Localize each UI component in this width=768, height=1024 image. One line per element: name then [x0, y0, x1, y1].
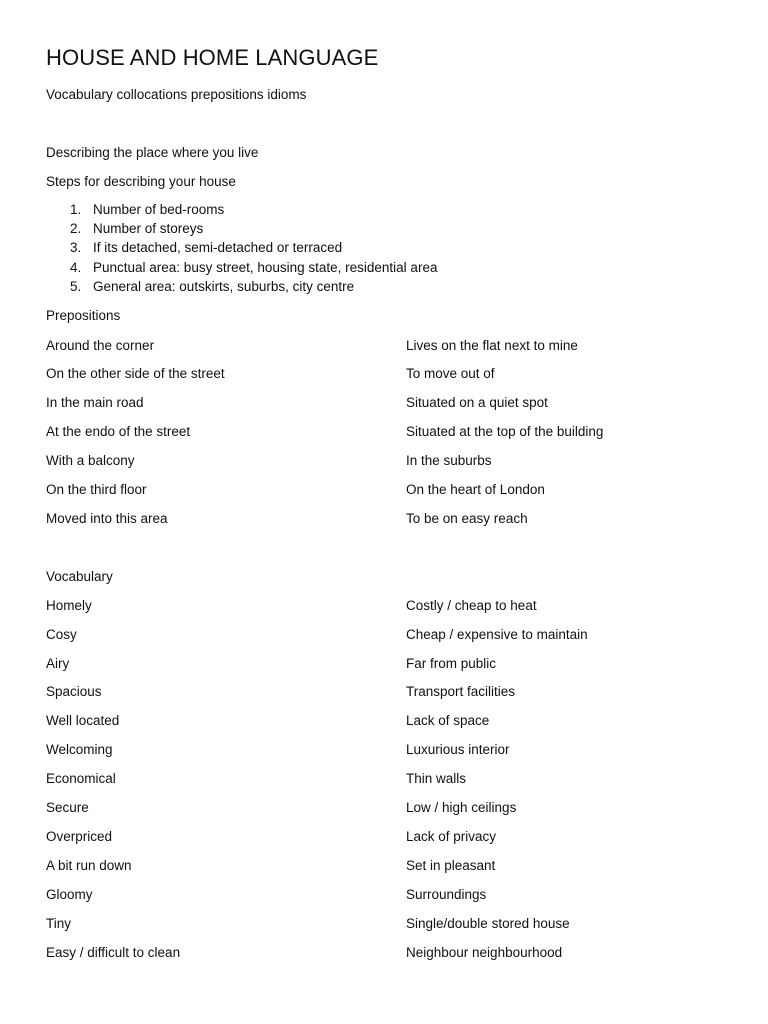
preposition-item: On the third floor	[46, 482, 147, 497]
vocabulary-item: Single/double stored house	[406, 916, 570, 931]
preposition-item: Around the corner	[46, 338, 155, 353]
vocabulary-item: Economical	[46, 771, 116, 786]
steps-heading: Steps for describing your house	[46, 174, 236, 189]
describing-heading: Describing the place where you live	[46, 145, 259, 160]
vocabulary-item: Cosy	[46, 627, 77, 642]
list-text: If its detached, semi-detached or terraced	[93, 240, 343, 256]
vocabulary-item: Low / high ceilings	[406, 800, 517, 815]
list-text: Number of bed-rooms	[93, 202, 225, 217]
vocabulary-item: Easy / difficult to clean	[46, 945, 181, 960]
preposition-item: Situated at the top of the building	[406, 424, 604, 439]
preposition-item: In the suburbs	[406, 453, 492, 468]
list-number: 5.	[70, 278, 82, 294]
vocabulary-heading: Vocabulary	[46, 569, 113, 584]
vocabulary-item: Lack of privacy	[406, 829, 497, 844]
vocabulary-item: Transport facilities	[406, 684, 516, 699]
prepositions-heading: Prepositions	[46, 308, 121, 323]
vocabulary-item: Spacious	[46, 684, 102, 699]
vocabulary-item: Airy	[46, 656, 70, 671]
vocabulary-item: Gloomy	[46, 887, 93, 902]
list-number: 1.	[70, 202, 82, 217]
vocabulary-item: Tiny	[46, 916, 72, 931]
preposition-item: In the main road	[46, 395, 144, 410]
vocabulary-item: Homely	[46, 598, 92, 613]
vocabulary-item: Secure	[46, 800, 89, 815]
page-title: HOUSE AND HOME LANGUAGE	[46, 45, 379, 70]
preposition-item: On the heart of London	[406, 482, 545, 497]
subtitle: Vocabulary collocations prepositions idioms	[46, 87, 307, 102]
vocabulary-item: Thin walls	[406, 771, 467, 786]
vocabulary-item: Luxurious interior	[406, 742, 510, 757]
list-number: 4.	[70, 259, 82, 275]
list-text: Punctual area: busy street, housing state, residential area	[93, 259, 438, 275]
preposition-item: On the other side of the street	[46, 366, 225, 381]
preposition-item: At the endo of the street	[46, 424, 191, 439]
vocabulary-item: Set in pleasant	[406, 858, 496, 873]
vocabulary-item: Costly / cheap to heat	[406, 598, 537, 613]
vocabulary-item: Far from public	[406, 656, 497, 671]
list-number: 2.	[70, 221, 82, 237]
preposition-item: To be on easy reach	[406, 511, 528, 526]
vocabulary-item: Welcoming	[46, 742, 113, 757]
vocabulary-item: Neighbour neighbourhood	[406, 945, 563, 960]
list-number: 3.	[70, 240, 82, 256]
vocabulary-item: Cheap / expensive to maintain	[406, 627, 588, 642]
preposition-item: Lives on the flat next to mine	[406, 338, 578, 353]
list-text: Number of storeys	[93, 221, 204, 237]
vocabulary-item: Lack of space	[406, 713, 490, 728]
preposition-item: With a balcony	[46, 453, 135, 468]
vocabulary-item: A bit run down	[46, 858, 132, 873]
preposition-item: Moved into this area	[46, 511, 168, 526]
vocabulary-item: Surroundings	[406, 887, 487, 902]
vocabulary-item: Overpriced	[46, 829, 113, 844]
preposition-item: To move out of	[406, 366, 495, 381]
preposition-item: Situated on a quiet spot	[406, 395, 548, 410]
list-text: General area: outskirts, suburbs, city centre	[93, 278, 355, 294]
vocabulary-item: Well located	[46, 713, 120, 728]
